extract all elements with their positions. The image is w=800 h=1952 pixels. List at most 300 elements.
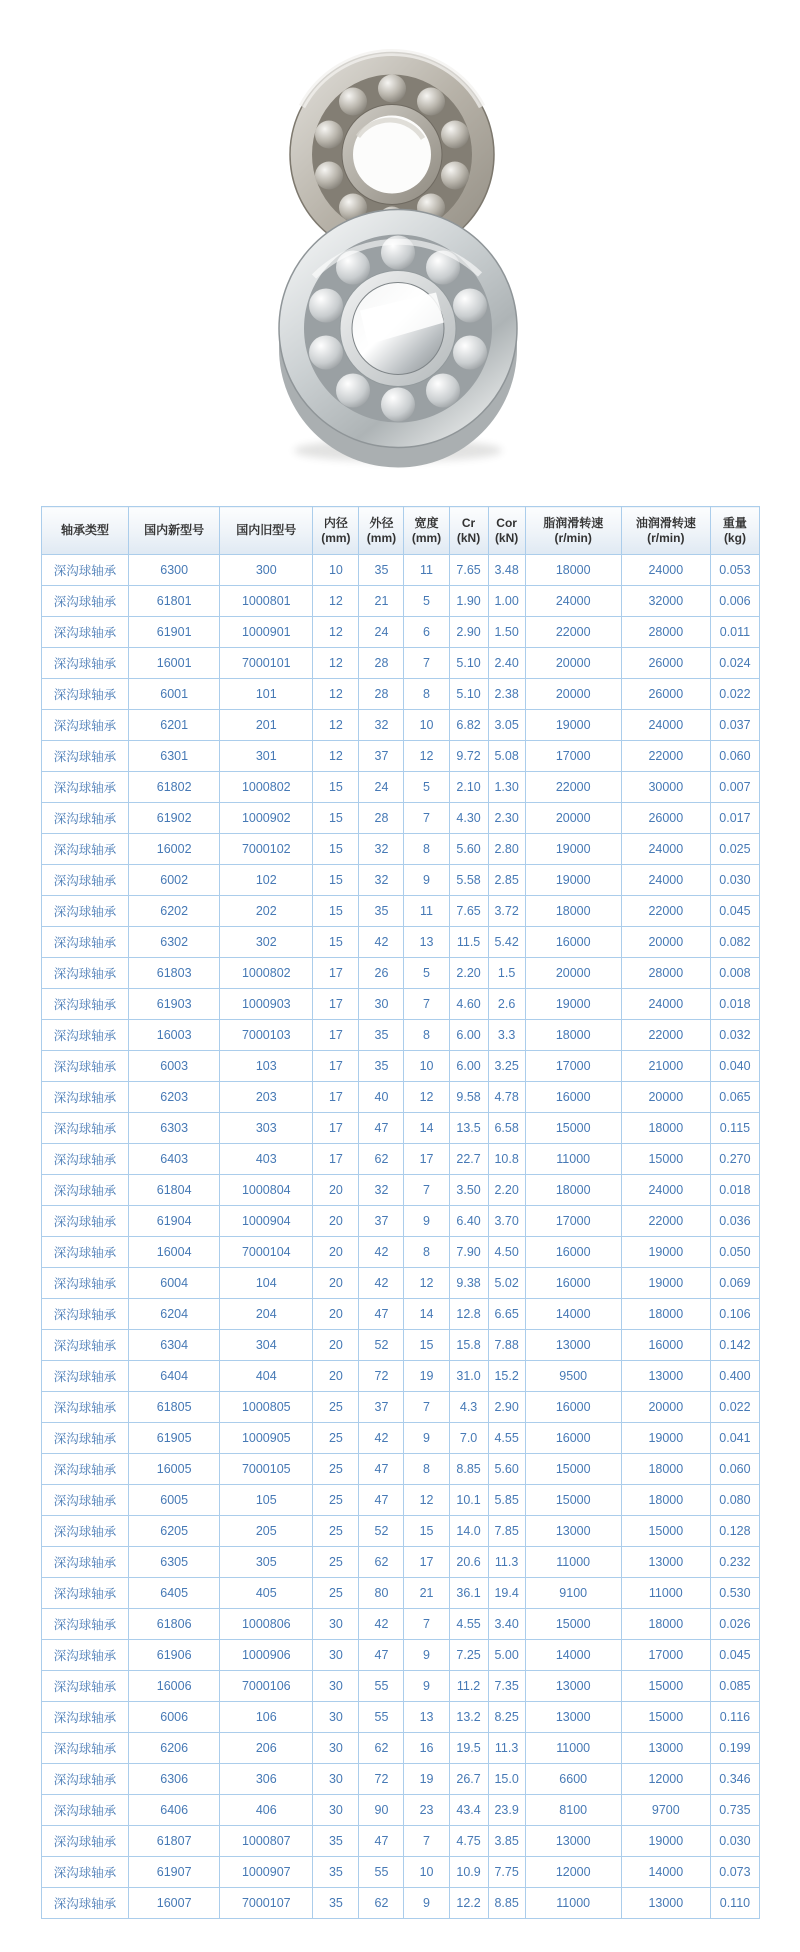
table-cell: 52 [359, 1330, 404, 1361]
table-cell: 21000 [621, 1051, 710, 1082]
table-cell: 7 [404, 1175, 449, 1206]
table-cell: 18000 [621, 1485, 710, 1516]
table-cell: 深沟球轴承 [42, 989, 129, 1020]
table-row [42, 1392, 760, 1423]
table-cell: 303 [220, 1113, 313, 1144]
table-cell: 13 [404, 1702, 449, 1733]
table-cell: 3.85 [488, 1826, 525, 1857]
table-cell: 6206 [129, 1733, 220, 1764]
table-cell: 1000904 [220, 1206, 313, 1237]
table-cell: 2.20 [449, 958, 488, 989]
table-cell: 203 [220, 1082, 313, 1113]
table-cell: 18000 [525, 555, 621, 586]
table-cell: 6006 [129, 1702, 220, 1733]
column-header: 外径 (mm) [359, 507, 404, 555]
table-cell: 16 [404, 1733, 449, 1764]
table-row [42, 834, 760, 865]
table-cell: 0.024 [710, 648, 759, 679]
table-cell: 35 [359, 1020, 404, 1051]
table-cell: 9 [404, 865, 449, 896]
table-cell: 深沟球轴承 [42, 1454, 129, 1485]
column-header: 油润滑转速 (r/min) [621, 507, 710, 555]
table-row [42, 1795, 760, 1826]
table-cell: 62 [359, 1144, 404, 1175]
table-cell: 42 [359, 1268, 404, 1299]
table-cell: 6300 [129, 555, 220, 586]
table-cell: 22000 [621, 1206, 710, 1237]
table-cell: 2.85 [488, 865, 525, 896]
table-cell: 1.30 [488, 772, 525, 803]
table-cell: 5.10 [449, 679, 488, 710]
table-cell: 5.60 [488, 1454, 525, 1485]
table-cell: 24 [359, 617, 404, 648]
column-header: 轴承类型 [42, 507, 129, 555]
table-cell: 2.38 [488, 679, 525, 710]
table-cell: 7 [404, 1609, 449, 1640]
table-cell: 7000106 [220, 1671, 313, 1702]
table-cell: 406 [220, 1795, 313, 1826]
table-cell: 11000 [525, 1733, 621, 1764]
table-cell: 深沟球轴承 [42, 555, 129, 586]
table-cell: 深沟球轴承 [42, 803, 129, 834]
table-cell: 0.082 [710, 927, 759, 958]
table-row [42, 1299, 760, 1330]
table-cell: 5.58 [449, 865, 488, 896]
table-cell: 1000802 [220, 958, 313, 989]
table-cell: 6404 [129, 1361, 220, 1392]
table-cell: 19000 [525, 865, 621, 896]
table-cell: 1000901 [220, 617, 313, 648]
table-cell: 47 [359, 1299, 404, 1330]
table-cell: 11000 [525, 1888, 621, 1919]
table-cell: 3.40 [488, 1609, 525, 1640]
table-cell: 19.4 [488, 1578, 525, 1609]
column-header: Cr (kN) [449, 507, 488, 555]
table-cell: 13000 [525, 1702, 621, 1733]
table-cell: 20000 [621, 927, 710, 958]
table-cell: 0.045 [710, 1640, 759, 1671]
table-cell: 16001 [129, 648, 220, 679]
table-cell: 9.38 [449, 1268, 488, 1299]
table-cell: 6.40 [449, 1206, 488, 1237]
table-cell: 20000 [525, 803, 621, 834]
table-cell: 14000 [621, 1857, 710, 1888]
table-cell: 0.142 [710, 1330, 759, 1361]
table-cell: 42 [359, 927, 404, 958]
column-header: 宽度 (mm) [404, 507, 449, 555]
table-cell: 7.65 [449, 555, 488, 586]
table-cell: 6001 [129, 679, 220, 710]
table-cell: 9 [404, 1888, 449, 1919]
table-row [42, 1888, 760, 1919]
table-cell: 30 [313, 1702, 359, 1733]
table-row [42, 1144, 760, 1175]
table-cell: 13000 [525, 1516, 621, 1547]
table-cell: 404 [220, 1361, 313, 1392]
table-cell: 22.7 [449, 1144, 488, 1175]
table-cell: 1000902 [220, 803, 313, 834]
table-cell: 30 [313, 1733, 359, 1764]
table-cell: 15 [313, 772, 359, 803]
table-cell: 22000 [621, 896, 710, 927]
table-cell: 13000 [621, 1547, 710, 1578]
table-row [42, 1733, 760, 1764]
bearing-spec-table [41, 506, 760, 1919]
table-cell: 106 [220, 1702, 313, 1733]
table-cell: 深沟球轴承 [42, 1175, 129, 1206]
table-cell: 深沟球轴承 [42, 958, 129, 989]
table-cell: 17 [313, 958, 359, 989]
table-cell: 19000 [621, 1826, 710, 1857]
table-cell: 15000 [525, 1609, 621, 1640]
table-cell: 12 [313, 710, 359, 741]
table-row [42, 772, 760, 803]
table-cell: 0.128 [710, 1516, 759, 1547]
table-cell: 47 [359, 1113, 404, 1144]
table-cell: 19000 [621, 1237, 710, 1268]
table-cell: 1000804 [220, 1175, 313, 1206]
table-cell: 2.10 [449, 772, 488, 803]
table-cell: 0.065 [710, 1082, 759, 1113]
table-cell: 15.2 [488, 1361, 525, 1392]
table-cell: 9100 [525, 1578, 621, 1609]
table-cell: 14 [404, 1299, 449, 1330]
table-cell: 17000 [525, 741, 621, 772]
table-cell: 19 [404, 1764, 449, 1795]
table-cell: 0.026 [710, 1609, 759, 1640]
table-cell: 7.65 [449, 896, 488, 927]
column-header: 国内旧型号 [220, 507, 313, 555]
table-cell: 20 [313, 1330, 359, 1361]
table-cell: 61802 [129, 772, 220, 803]
table-cell: 8.25 [488, 1702, 525, 1733]
table-cell: 7 [404, 1826, 449, 1857]
table-cell: 28 [359, 648, 404, 679]
table-cell: 5.42 [488, 927, 525, 958]
table-cell: 20000 [525, 679, 621, 710]
product-photo [218, 24, 578, 469]
table-cell: 6 [404, 617, 449, 648]
table-cell: 深沟球轴承 [42, 1330, 129, 1361]
table-cell: 5.00 [488, 1640, 525, 1671]
table-row [42, 1764, 760, 1795]
table-cell: 37 [359, 1206, 404, 1237]
table-cell: 0.060 [710, 1454, 759, 1485]
table-cell: 20 [313, 1361, 359, 1392]
table-cell: 8100 [525, 1795, 621, 1826]
table-cell: 0.008 [710, 958, 759, 989]
table-cell: 10 [313, 555, 359, 586]
table-cell: 18000 [621, 1299, 710, 1330]
table-row [42, 648, 760, 679]
table-cell: 6303 [129, 1113, 220, 1144]
table-cell: 30 [313, 1609, 359, 1640]
table-cell: 6405 [129, 1578, 220, 1609]
table-cell: 9500 [525, 1361, 621, 1392]
table-cell: 0.041 [710, 1423, 759, 1454]
table-cell: 17 [313, 1051, 359, 1082]
table-row [42, 1330, 760, 1361]
table-cell: 1000903 [220, 989, 313, 1020]
table-cell: 30 [313, 1640, 359, 1671]
table-cell: 15 [404, 1516, 449, 1547]
table-row [42, 1020, 760, 1051]
table-cell: 7000102 [220, 834, 313, 865]
table-cell: 104 [220, 1268, 313, 1299]
table-cell: 17 [313, 1113, 359, 1144]
table-row [42, 989, 760, 1020]
table-cell: 24000 [621, 555, 710, 586]
table-cell: 37 [359, 1392, 404, 1423]
table-cell: 101 [220, 679, 313, 710]
table-cell: 0.030 [710, 865, 759, 896]
table-cell: 201 [220, 710, 313, 741]
table-cell: 25 [313, 1547, 359, 1578]
table-cell: 47 [359, 1640, 404, 1671]
table-cell: 13000 [621, 1733, 710, 1764]
table-cell: 20000 [525, 958, 621, 989]
table-cell: 0.037 [710, 710, 759, 741]
table-cell: 10.1 [449, 1485, 488, 1516]
table-row [42, 1578, 760, 1609]
table-cell: 19000 [525, 710, 621, 741]
table-cell: 深沟球轴承 [42, 896, 129, 927]
table-row [42, 741, 760, 772]
table-cell: 12 [313, 586, 359, 617]
table-cell: 5.60 [449, 834, 488, 865]
table-cell: 1.5 [488, 958, 525, 989]
table-cell: 25 [313, 1516, 359, 1547]
table-cell: 20000 [525, 648, 621, 679]
table-cell: 0.011 [710, 617, 759, 648]
table-cell: 深沟球轴承 [42, 1299, 129, 1330]
table-cell: 9.58 [449, 1082, 488, 1113]
table-cell: 深沟球轴承 [42, 1671, 129, 1702]
table-cell: 9700 [621, 1795, 710, 1826]
table-cell: 6.82 [449, 710, 488, 741]
table-cell: 11.3 [488, 1547, 525, 1578]
table-cell: 11000 [621, 1578, 710, 1609]
table-cell: 4.78 [488, 1082, 525, 1113]
table-cell: 0.022 [710, 1392, 759, 1423]
table-cell: 102 [220, 865, 313, 896]
table-cell: 18000 [525, 896, 621, 927]
table-cell: 0.032 [710, 1020, 759, 1051]
table-cell: 0.530 [710, 1578, 759, 1609]
table-cell: 16005 [129, 1454, 220, 1485]
table-cell: 24 [359, 772, 404, 803]
header-row [42, 507, 760, 555]
table-cell: 7 [404, 1392, 449, 1423]
table-cell: 15000 [525, 1454, 621, 1485]
table-cell: 35 [359, 896, 404, 927]
table-cell: 37 [359, 741, 404, 772]
table-cell: 24000 [621, 710, 710, 741]
table-cell: 52 [359, 1516, 404, 1547]
table-cell: 24000 [621, 865, 710, 896]
table-row [42, 710, 760, 741]
table-cell: 13.2 [449, 1702, 488, 1733]
table-cell: 25 [313, 1485, 359, 1516]
column-header: 重量 (kg) [710, 507, 759, 555]
table-cell: 6004 [129, 1268, 220, 1299]
table-cell: 11 [404, 896, 449, 927]
table-cell: 深沟球轴承 [42, 1516, 129, 1547]
table-cell: 42 [359, 1237, 404, 1268]
table-cell: 1000801 [220, 586, 313, 617]
table-row [42, 803, 760, 834]
table-cell: 深沟球轴承 [42, 1082, 129, 1113]
table-cell: 6.00 [449, 1051, 488, 1082]
table-cell: 11.5 [449, 927, 488, 958]
table-cell: 12 [404, 1082, 449, 1113]
table-cell: 深沟球轴承 [42, 1826, 129, 1857]
table-cell: 0.036 [710, 1206, 759, 1237]
table-cell: 23 [404, 1795, 449, 1826]
table-cell: 6202 [129, 896, 220, 927]
table-cell: 30 [313, 1795, 359, 1826]
table-cell: 深沟球轴承 [42, 710, 129, 741]
ball-bearings-image [218, 24, 578, 469]
table-cell: 8 [404, 834, 449, 865]
table-cell: 25 [313, 1392, 359, 1423]
table-cell: 61902 [129, 803, 220, 834]
table-cell: 25 [313, 1423, 359, 1454]
table-cell: 24000 [621, 1175, 710, 1206]
table-cell: 18000 [621, 1609, 710, 1640]
table-cell: 20000 [621, 1082, 710, 1113]
table-cell: 0.400 [710, 1361, 759, 1392]
table-cell: 深沟球轴承 [42, 648, 129, 679]
table-cell: 14 [404, 1113, 449, 1144]
table-cell: 12.2 [449, 1888, 488, 1919]
table-cell: 24000 [621, 834, 710, 865]
table-cell: 28000 [621, 958, 710, 989]
table-cell: 0.060 [710, 741, 759, 772]
table-cell: 3.72 [488, 896, 525, 927]
table-cell: 3.70 [488, 1206, 525, 1237]
table-cell: 80 [359, 1578, 404, 1609]
table-cell: 0.232 [710, 1547, 759, 1578]
table-cell: 32000 [621, 586, 710, 617]
table-cell: 0.018 [710, 1175, 759, 1206]
table-cell: 0.040 [710, 1051, 759, 1082]
table-cell: 42 [359, 1609, 404, 1640]
table-cell: 0.006 [710, 586, 759, 617]
table-cell: 0.053 [710, 555, 759, 586]
table-cell: 6204 [129, 1299, 220, 1330]
table-cell: 35 [359, 555, 404, 586]
table-cell: 8 [404, 1237, 449, 1268]
table-cell: 13 [404, 927, 449, 958]
table-cell: 61901 [129, 617, 220, 648]
table-cell: 16004 [129, 1237, 220, 1268]
table-cell: 0.073 [710, 1857, 759, 1888]
table-cell: 26.7 [449, 1764, 488, 1795]
table-cell: 18000 [525, 1175, 621, 1206]
table-cell: 1.00 [488, 586, 525, 617]
table-cell: 10.9 [449, 1857, 488, 1888]
table-cell: 2.20 [488, 1175, 525, 1206]
table-cell: 26000 [621, 803, 710, 834]
table-cell: 6600 [525, 1764, 621, 1795]
table-cell: 13.5 [449, 1113, 488, 1144]
table-row [42, 1082, 760, 1113]
table-cell: 深沟球轴承 [42, 679, 129, 710]
table-cell: 19000 [621, 1423, 710, 1454]
table-cell: 6203 [129, 1082, 220, 1113]
table-cell: 12 [404, 1485, 449, 1516]
table-cell: 7.90 [449, 1237, 488, 1268]
table-cell: 7000103 [220, 1020, 313, 1051]
table-cell: 7000105 [220, 1454, 313, 1485]
table-cell: 4.50 [488, 1237, 525, 1268]
table-cell: 15000 [525, 1485, 621, 1516]
table-cell: 深沟球轴承 [42, 927, 129, 958]
table-cell: 103 [220, 1051, 313, 1082]
table-row [42, 1609, 760, 1640]
table-cell: 14.0 [449, 1516, 488, 1547]
table-cell: 7 [404, 989, 449, 1020]
table-cell: 6403 [129, 1144, 220, 1175]
table-cell: 3.3 [488, 1020, 525, 1051]
table-row [42, 1857, 760, 1888]
table-cell: 15000 [621, 1516, 710, 1547]
table-cell: 0.116 [710, 1702, 759, 1733]
table-cell: 16000 [525, 1268, 621, 1299]
table-cell: 4.75 [449, 1826, 488, 1857]
table-cell: 16002 [129, 834, 220, 865]
table-cell: 3.48 [488, 555, 525, 586]
table-cell: 11000 [525, 1547, 621, 1578]
table-cell: 深沟球轴承 [42, 1206, 129, 1237]
table-cell: 4.60 [449, 989, 488, 1020]
table-cell: 26 [359, 958, 404, 989]
table-cell: 10 [404, 1857, 449, 1888]
table-cell: 深沟球轴承 [42, 1640, 129, 1671]
table-cell: 25 [313, 1454, 359, 1485]
table-cell: 7.88 [488, 1330, 525, 1361]
table-cell: 16000 [525, 1237, 621, 1268]
table-cell: 16006 [129, 1671, 220, 1702]
table-cell: 20 [313, 1175, 359, 1206]
table-cell: 12 [404, 741, 449, 772]
table-cell: 0.735 [710, 1795, 759, 1826]
table-cell: 35 [313, 1826, 359, 1857]
table-cell: 17000 [525, 1206, 621, 1237]
table-cell: 72 [359, 1764, 404, 1795]
table-cell: 17000 [525, 1051, 621, 1082]
table-cell: 16000 [525, 1082, 621, 1113]
table-cell: 4.30 [449, 803, 488, 834]
table-cell: 深沟球轴承 [42, 1733, 129, 1764]
table-cell: 15 [313, 896, 359, 927]
table-cell: 61903 [129, 989, 220, 1020]
table-cell: 35 [313, 1888, 359, 1919]
table-cell: 62 [359, 1888, 404, 1919]
table-cell: 深沟球轴承 [42, 1361, 129, 1392]
table-cell: 17000 [621, 1640, 710, 1671]
table-cell: 1.90 [449, 586, 488, 617]
table-cell: 深沟球轴承 [42, 1392, 129, 1423]
table-cell: 6302 [129, 927, 220, 958]
table-cell: 16007 [129, 1888, 220, 1919]
table-row [42, 1237, 760, 1268]
table-cell: 32 [359, 834, 404, 865]
table-cell: 6.58 [488, 1113, 525, 1144]
table-cell: 12 [313, 679, 359, 710]
table-cell: 0.346 [710, 1764, 759, 1795]
